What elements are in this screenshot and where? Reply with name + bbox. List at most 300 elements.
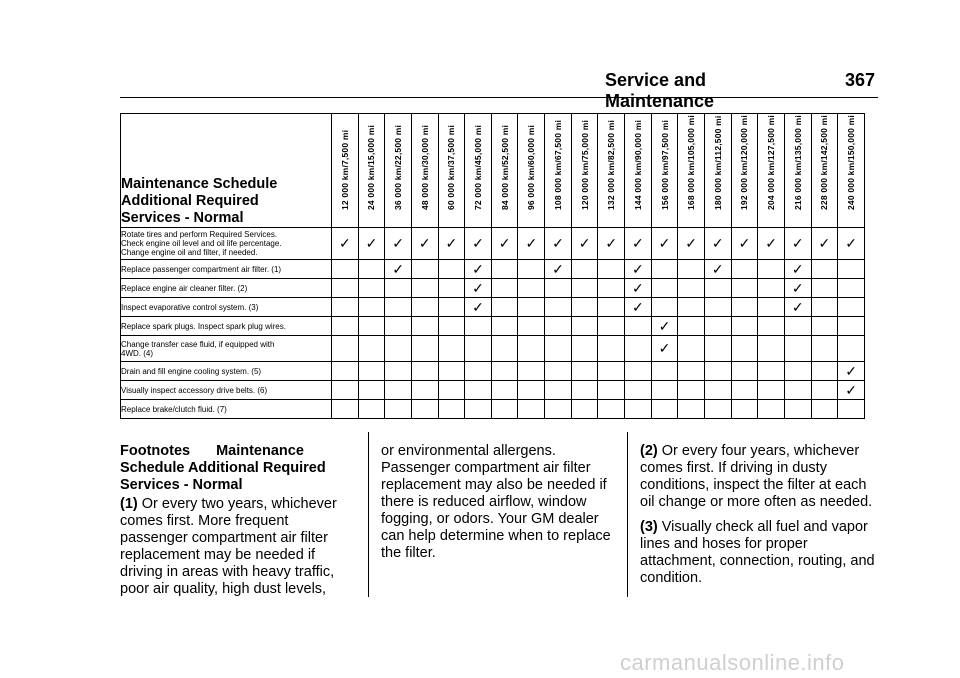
interval-cell xyxy=(838,362,865,381)
interval-cell xyxy=(438,298,465,317)
interval-cell xyxy=(731,336,758,362)
interval-cell xyxy=(545,279,572,298)
check-icon: ✓ xyxy=(578,235,591,251)
check-icon: ✓ xyxy=(658,340,671,356)
check-icon: ✓ xyxy=(632,260,644,277)
service-task xyxy=(121,260,332,279)
footnotes-heading-word: Footnotes xyxy=(120,443,191,459)
service-task xyxy=(121,362,332,381)
interval-cell xyxy=(811,381,838,400)
interval-cell xyxy=(518,317,545,336)
interval-cell xyxy=(625,260,652,279)
interval-cell xyxy=(385,362,412,381)
interval-cell xyxy=(571,400,598,419)
service-task xyxy=(121,228,332,260)
interval-cell xyxy=(332,381,359,400)
interval-cell xyxy=(838,228,865,260)
footnote-line: fogging, or odors. Your GM dealer xyxy=(381,511,599,527)
interval-column-header xyxy=(625,114,652,228)
interval-cell xyxy=(545,381,572,400)
interval-cell xyxy=(438,317,465,336)
interval-cell xyxy=(625,336,652,362)
interval-cell xyxy=(358,362,385,381)
interval-column-header xyxy=(411,114,438,228)
interval-cell xyxy=(465,400,492,419)
interval-cell xyxy=(491,362,518,381)
interval-cell xyxy=(784,228,811,260)
interval-column-header xyxy=(704,114,731,228)
interval-cell xyxy=(598,362,625,381)
interval-cell xyxy=(571,317,598,336)
interval-cell xyxy=(518,400,545,419)
footnote-line: Or every four years, whichever xyxy=(661,443,860,459)
footnote-line: or environmental allergens. xyxy=(381,443,556,459)
interval-cell xyxy=(704,336,731,362)
interval-cell xyxy=(758,228,785,260)
interval-cell xyxy=(491,400,518,419)
interval-cell xyxy=(625,298,652,317)
footnote-column-1 xyxy=(120,496,345,598)
table-row xyxy=(121,400,865,419)
table-row xyxy=(121,317,865,336)
service-task-line: Drain and fill engine cooling system. (5) xyxy=(121,366,262,376)
interval-cell xyxy=(358,260,385,279)
check-icon: ✓ xyxy=(472,260,484,277)
interval-cell xyxy=(704,317,731,336)
interval-cell xyxy=(838,260,865,279)
interval-cell xyxy=(465,298,492,317)
service-task-line: Rotate tires and perform Required Services. xyxy=(121,230,278,239)
interval-column-header xyxy=(465,114,492,228)
interval-cell xyxy=(784,260,811,279)
interval-label: 180 000 km/112,500 mi xyxy=(712,115,723,210)
check-icon: ✓ xyxy=(818,235,831,251)
interval-cell xyxy=(758,317,785,336)
service-task-line: Replace passenger compartment air filter. (1) xyxy=(121,264,282,274)
interval-cell xyxy=(651,228,678,260)
interval-cell xyxy=(545,298,572,317)
interval-cell xyxy=(518,362,545,381)
interval-cell xyxy=(678,228,705,260)
check-icon: ✓ xyxy=(845,235,857,251)
interval-label: 108 000 km/67,500 mi xyxy=(552,119,563,210)
table-title xyxy=(121,114,332,228)
service-task-line: Replace engine air cleaner filter. (2) xyxy=(121,283,248,293)
interval-cell xyxy=(411,298,438,317)
table-title-line: Services - Normal xyxy=(121,210,244,226)
check-icon: ✓ xyxy=(632,298,644,315)
interval-cell xyxy=(838,400,865,419)
table-body xyxy=(121,228,865,419)
interval-cell xyxy=(598,298,625,317)
column-divider xyxy=(368,432,369,597)
interval-cell xyxy=(731,279,758,298)
interval-cell xyxy=(545,400,572,419)
service-task-line: Inspect evaporative control system. (3) xyxy=(121,302,259,312)
interval-cell xyxy=(758,260,785,279)
interval-cell xyxy=(465,317,492,336)
interval-cell xyxy=(358,381,385,400)
interval-cell xyxy=(811,336,838,362)
interval-cell xyxy=(438,381,465,400)
page-number: 367 xyxy=(844,70,875,90)
interval-cell xyxy=(518,279,545,298)
interval-cell xyxy=(678,260,705,279)
check-icon: ✓ xyxy=(791,260,804,277)
interval-column-header xyxy=(518,114,545,228)
interval-cell xyxy=(491,317,518,336)
interval-cell xyxy=(651,336,678,362)
footnotes-heading xyxy=(120,443,345,494)
interval-cell xyxy=(332,317,359,336)
footnote-column-2 xyxy=(381,443,613,562)
interval-cell xyxy=(625,400,652,419)
interval-cell xyxy=(811,298,838,317)
check-icon: ✓ xyxy=(791,298,804,315)
interval-cell xyxy=(651,381,678,400)
service-task-line: 4WD. (4) xyxy=(121,348,153,358)
footnote-line: Visually check all fuel and vapor xyxy=(661,519,868,535)
footnote-column-3 xyxy=(640,443,875,595)
interval-cell xyxy=(704,400,731,419)
interval-label: 204 000 km/127,500 mi xyxy=(766,115,777,210)
footnote-line: oil change or more often as needed. xyxy=(640,494,873,510)
interval-cell xyxy=(332,260,359,279)
interval-cell xyxy=(731,260,758,279)
check-icon: ✓ xyxy=(392,235,404,251)
interval-cell xyxy=(838,298,865,317)
check-icon: ✓ xyxy=(338,235,351,251)
interval-cell xyxy=(811,362,838,381)
interval-cell xyxy=(438,400,465,419)
footnote-number: (3) xyxy=(640,519,658,535)
interval-column-header xyxy=(811,114,838,228)
interval-cell xyxy=(385,298,412,317)
interval-cell xyxy=(651,298,678,317)
footnote-line: can help determine when to replace xyxy=(381,528,611,544)
interval-cell xyxy=(784,317,811,336)
service-task xyxy=(121,298,332,317)
interval-cell xyxy=(598,336,625,362)
interval-cell xyxy=(332,298,359,317)
interval-cell xyxy=(491,260,518,279)
interval-cell xyxy=(598,260,625,279)
interval-cell xyxy=(518,336,545,362)
interval-column-header xyxy=(731,114,758,228)
interval-cell xyxy=(571,362,598,381)
interval-cell xyxy=(411,317,438,336)
interval-cell xyxy=(385,400,412,419)
interval-cell xyxy=(758,400,785,419)
footnotes-heading-word: Maintenance xyxy=(216,443,304,459)
check-icon: ✓ xyxy=(658,317,671,334)
interval-cell xyxy=(465,279,492,298)
interval-cell xyxy=(438,279,465,298)
interval-cell xyxy=(625,279,652,298)
footnote-line: the filter. xyxy=(381,545,436,561)
section-title: Service and Maintenance xyxy=(605,70,715,111)
interval-cell xyxy=(784,381,811,400)
interval-cell xyxy=(545,336,572,362)
interval-cell xyxy=(704,298,731,317)
interval-cell xyxy=(385,381,412,400)
interval-cell xyxy=(358,298,385,317)
interval-column-header xyxy=(571,114,598,228)
interval-cell xyxy=(651,362,678,381)
interval-cell xyxy=(571,279,598,298)
check-icon: ✓ xyxy=(498,235,511,251)
interval-cell xyxy=(758,381,785,400)
footnote-line: Or every two years, whichever xyxy=(141,496,337,512)
interval-cell xyxy=(838,317,865,336)
check-icon: ✓ xyxy=(632,235,644,251)
footnote-number: (2) xyxy=(640,443,658,459)
interval-cell xyxy=(678,298,705,317)
interval-cell xyxy=(651,279,678,298)
check-icon: ✓ xyxy=(472,235,484,251)
interval-cell xyxy=(438,362,465,381)
interval-column-header xyxy=(758,114,785,228)
interval-cell xyxy=(811,279,838,298)
interval-cell xyxy=(411,228,438,260)
interval-cell xyxy=(838,336,865,362)
interval-cell xyxy=(784,279,811,298)
table-row xyxy=(121,381,865,400)
check-icon: ✓ xyxy=(605,235,618,251)
interval-column-header xyxy=(784,114,811,228)
interval-cell xyxy=(332,336,359,362)
interval-column-header xyxy=(438,114,465,228)
check-icon: ✓ xyxy=(791,235,804,251)
table-row xyxy=(121,298,865,317)
check-icon: ✓ xyxy=(445,235,458,251)
footnote-line: driving in areas with heavy traffic, xyxy=(120,564,335,580)
interval-cell xyxy=(438,228,465,260)
interval-cell xyxy=(651,260,678,279)
interval-column-header xyxy=(385,114,412,228)
interval-label: 132 000 km/82,500 mi xyxy=(606,119,617,210)
footnote-line: comes first. If driving in dusty xyxy=(640,460,827,476)
footnote-line: conditions, inspect the filter at each xyxy=(640,477,867,493)
check-icon: ✓ xyxy=(791,279,804,296)
interval-cell xyxy=(438,336,465,362)
interval-cell xyxy=(571,298,598,317)
service-task-line: Change engine oil and filter, if needed. xyxy=(121,248,258,257)
check-icon: ✓ xyxy=(685,235,698,251)
interval-label: 36 000 km/22,500 mi xyxy=(393,124,404,210)
watermark-text: carmanualsonline.info xyxy=(620,650,845,675)
interval-cell xyxy=(465,381,492,400)
interval-cell xyxy=(518,381,545,400)
check-icon: ✓ xyxy=(845,362,857,379)
interval-cell xyxy=(704,279,731,298)
footnote-line: replacement may also be needed if xyxy=(381,477,607,493)
interval-cell xyxy=(704,260,731,279)
interval-cell xyxy=(518,298,545,317)
footnote-line: replacement may be needed if xyxy=(120,547,316,563)
interval-cell xyxy=(758,336,785,362)
interval-cell xyxy=(598,279,625,298)
footnote-line: attachment, connection, routing, and xyxy=(640,553,875,569)
interval-label: 228 000 km/142,500 mi xyxy=(819,115,830,210)
check-icon: ✓ xyxy=(738,235,751,251)
interval-label: 72 000 km/45,000 mi xyxy=(473,124,484,210)
interval-cell xyxy=(411,400,438,419)
interval-cell xyxy=(811,317,838,336)
service-task xyxy=(121,317,332,336)
interval-cell xyxy=(811,260,838,279)
interval-cell xyxy=(598,400,625,419)
interval-cell xyxy=(758,279,785,298)
interval-cell xyxy=(704,228,731,260)
service-task xyxy=(121,279,332,298)
interval-cell xyxy=(678,317,705,336)
interval-column-header xyxy=(678,114,705,228)
check-icon: ✓ xyxy=(525,235,538,251)
service-task xyxy=(121,381,332,400)
interval-cell xyxy=(784,336,811,362)
check-icon: ✓ xyxy=(765,235,777,251)
interval-cell xyxy=(678,336,705,362)
footnotes-heading-line: Services - Normal xyxy=(120,477,243,493)
interval-cell xyxy=(678,279,705,298)
interval-cell xyxy=(385,317,412,336)
check-icon: ✓ xyxy=(658,235,671,251)
service-task xyxy=(121,400,332,419)
interval-cell xyxy=(625,228,652,260)
interval-cell xyxy=(571,260,598,279)
footnote-line: condition. xyxy=(640,570,703,586)
interval-cell xyxy=(385,228,412,260)
interval-label: 156 000 km/97,500 mi xyxy=(659,119,670,210)
interval-cell xyxy=(545,362,572,381)
check-icon: ✓ xyxy=(365,235,378,251)
interval-label: 240 000 km/150,000 mi xyxy=(846,115,857,210)
footnote-line: there is reduced airflow, window xyxy=(381,494,587,510)
interval-cell xyxy=(625,317,652,336)
interval-cell xyxy=(332,400,359,419)
footnote-line: passenger compartment air filter xyxy=(120,530,328,546)
interval-column-header xyxy=(651,114,678,228)
check-icon: ✓ xyxy=(552,235,564,251)
check-icon: ✓ xyxy=(472,279,484,296)
service-task-line: Replace spark plugs. Inspect spark plug wires. xyxy=(121,321,286,331)
interval-cell xyxy=(545,317,572,336)
interval-label: 12 000 km/7,500 mi xyxy=(339,129,350,210)
interval-cell xyxy=(571,381,598,400)
interval-cell xyxy=(678,381,705,400)
interval-cell xyxy=(758,298,785,317)
interval-cell xyxy=(651,400,678,419)
interval-cell xyxy=(411,362,438,381)
interval-cell xyxy=(358,400,385,419)
service-task-line: Replace brake/clutch fluid. (7) xyxy=(121,404,227,414)
interval-cell xyxy=(571,228,598,260)
footnote-line: Passenger compartment air filter xyxy=(381,460,591,476)
interval-cell xyxy=(491,279,518,298)
interval-column-header xyxy=(838,114,865,228)
interval-cell xyxy=(731,400,758,419)
interval-cell xyxy=(625,362,652,381)
interval-cell xyxy=(411,381,438,400)
interval-cell xyxy=(385,260,412,279)
interval-cell xyxy=(784,400,811,419)
table-row xyxy=(121,336,865,362)
interval-cell xyxy=(358,336,385,362)
interval-cell xyxy=(784,298,811,317)
interval-cell xyxy=(651,317,678,336)
interval-cell xyxy=(625,381,652,400)
interval-cell xyxy=(332,228,359,260)
interval-cell xyxy=(571,336,598,362)
service-task-line: Change transfer case fluid, if equipped with xyxy=(121,339,275,349)
interval-cell xyxy=(411,260,438,279)
interval-column-header xyxy=(491,114,518,228)
header-rule xyxy=(120,97,878,98)
interval-cell xyxy=(731,362,758,381)
check-icon: ✓ xyxy=(552,260,564,277)
check-icon: ✓ xyxy=(711,235,724,251)
table-title-line: Maintenance Schedule xyxy=(121,176,278,192)
check-icon: ✓ xyxy=(845,381,857,398)
interval-cell xyxy=(491,298,518,317)
footnote-item xyxy=(640,443,875,511)
table-row xyxy=(121,279,865,298)
interval-cell xyxy=(838,279,865,298)
interval-label: 24 000 km/15,000 mi xyxy=(366,124,377,210)
interval-label: 96 000 km/60,000 mi xyxy=(526,124,537,210)
interval-cell xyxy=(598,317,625,336)
interval-cell xyxy=(491,336,518,362)
interval-cell xyxy=(358,317,385,336)
interval-label: 216 000 km/135,000 mi xyxy=(792,115,803,210)
interval-cell xyxy=(358,279,385,298)
interval-cell xyxy=(598,381,625,400)
interval-cell xyxy=(811,228,838,260)
footnotes-heading-line: Schedule Additional Required xyxy=(120,460,326,476)
interval-cell xyxy=(678,400,705,419)
interval-label: 144 000 km/90,000 mi xyxy=(632,119,643,210)
interval-cell xyxy=(545,260,572,279)
interval-cell xyxy=(811,400,838,419)
interval-cell xyxy=(518,260,545,279)
interval-cell xyxy=(838,381,865,400)
interval-label: 120 000 km/75,000 mi xyxy=(579,119,590,210)
interval-cell xyxy=(598,228,625,260)
service-task xyxy=(121,336,332,362)
interval-cell xyxy=(731,298,758,317)
table-row xyxy=(121,260,865,279)
table-row xyxy=(121,228,865,260)
interval-cell xyxy=(704,362,731,381)
interval-cell xyxy=(465,362,492,381)
interval-cell xyxy=(332,362,359,381)
interval-cell xyxy=(758,362,785,381)
check-icon: ✓ xyxy=(472,298,484,315)
maintenance-schedule-table xyxy=(120,113,865,419)
check-icon: ✓ xyxy=(711,260,724,277)
check-icon: ✓ xyxy=(392,260,404,277)
interval-cell xyxy=(385,279,412,298)
interval-cell xyxy=(678,362,705,381)
interval-cell xyxy=(465,336,492,362)
interval-cell xyxy=(411,279,438,298)
interval-cell xyxy=(465,260,492,279)
interval-cell xyxy=(332,279,359,298)
interval-cell xyxy=(518,228,545,260)
interval-column-header xyxy=(545,114,572,228)
interval-cell xyxy=(731,317,758,336)
